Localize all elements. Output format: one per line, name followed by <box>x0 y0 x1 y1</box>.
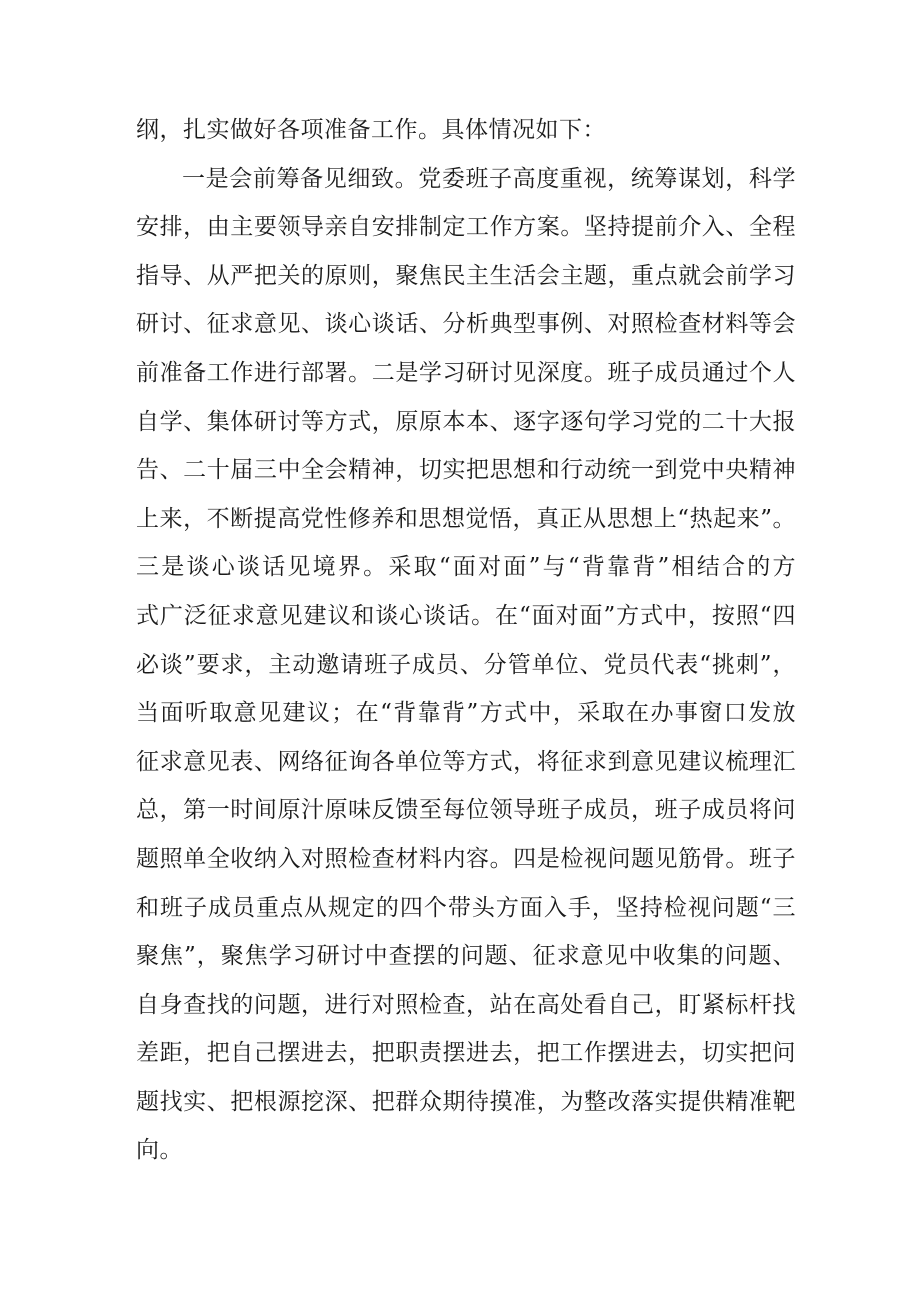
paragraph-start-line: 一是会前筹备见细致。党委班子高度重视，统筹谋划，科学 <box>182 165 796 192</box>
text-line: 和班子成员重点从规定的四个带头方面入手，坚持检视问题“三 <box>136 894 796 921</box>
text-line: 研讨、征求意见、谈心谈话、分析典型事例、对照检查材料等会 <box>136 311 796 338</box>
text-line: 告、二十届三中全会精神，切实把思想和行动统一到党中央精神 <box>136 457 796 484</box>
text-line: 差距，把自己摆进去，把职责摆进去，把工作摆进去，切实把问 <box>136 1040 796 1067</box>
text-line: 前准备工作进行部署。二是学习研讨见深度。班子成员通过个人 <box>136 359 796 386</box>
text-line: 自身查找的问题，进行对照检查，站在高处看自己，盯紧标杆找 <box>136 991 796 1018</box>
text-line: 三是谈心谈话见境界。采取“面对面”与“背靠背”相结合的方 <box>136 554 796 581</box>
text-line: 总，第一时间原汁原味反馈至每位领导班子成员，班子成员将问 <box>136 797 796 824</box>
text-line: 安排，由主要领导亲自安排制定工作方案。坚持提前介入、全程 <box>136 214 796 241</box>
text-line: 自学、集体研讨等方式，原原本本、逐字逐句学习党的二十大报 <box>136 408 796 435</box>
text-line: 向。 <box>136 1137 183 1164</box>
text-line: 题找实、把根源挖深、把群众期待摸准，为整改落实提供精准靶 <box>136 1088 796 1115</box>
text-line: 纲，扎实做好各项准备工作。具体情况如下： <box>136 117 606 143</box>
text-line: 题照单全收纳入对照检查材料内容。四是检视问题见筋骨。班子 <box>136 845 796 872</box>
text-line: 式广泛征求意见建议和谈心谈话。在“面对面”方式中，按照“四 <box>136 602 796 629</box>
text-line: 征求意见表、网络征询各单位等方式，将征求到意见建议梳理汇 <box>136 748 796 775</box>
text-line: 聚焦”，聚焦学习研讨中查摆的问题、征求意见中收集的问题、 <box>136 943 796 970</box>
text-line: 指导、从严把关的原则，聚焦民主生活会主题，重点就会前学习 <box>136 262 796 289</box>
text-line: 上来，不断提高党性修养和思想觉悟，真正从思想上“热起来”。 <box>136 505 796 532</box>
text-line: 当面听取意见建议；在“背靠背”方式中，采取在办事窗口发放 <box>136 700 796 727</box>
document-body <box>136 106 796 1175</box>
text-line: 必谈”要求，主动邀请班子成员、分管单位、党员代表“挑刺”， <box>136 651 796 678</box>
